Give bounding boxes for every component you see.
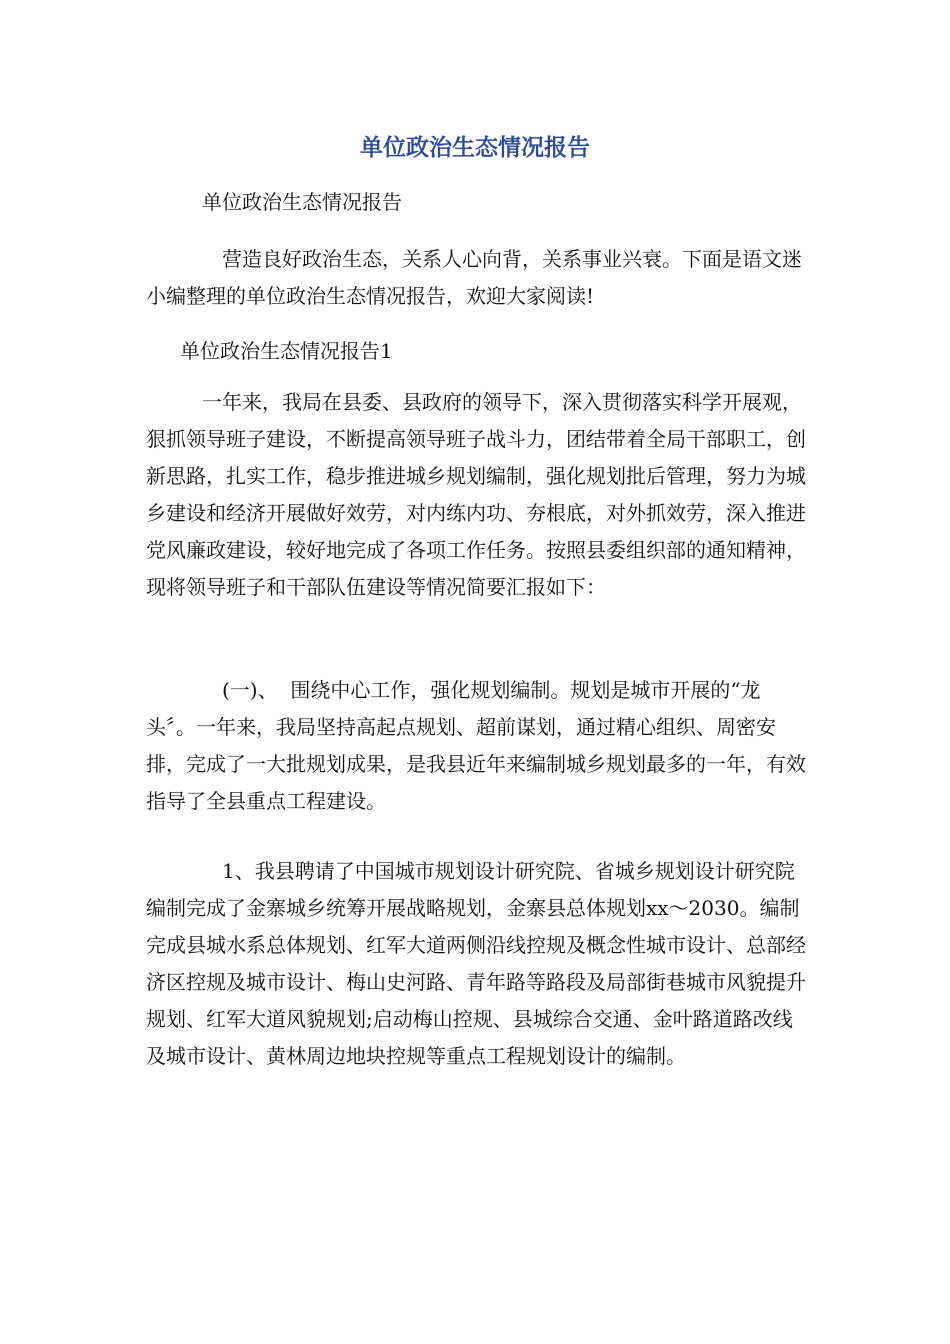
intro-paragraph-text: 营造良好政治生态，关系人心向背，关系事业兴衰。下面是语文迷小编整理的单位政治生态情况报告，欢迎大家阅读! [146, 247, 802, 308]
section-one-text: (一)、 围绕中心工作，强化规划编制。规划是城市开展的“龙头〞。一年来，我局坚持高起点规划、超前谋划，通过精心组织、周密安排，完成了一大批规划成果，是我县近年来编制城乡规划最多的一年，有效指导了全县重点工程建设。 [146, 678, 806, 813]
section-heading [146, 333, 810, 370]
item-one-paragraph [146, 853, 810, 1075]
document-subtitle [146, 184, 810, 221]
item-one-text: 1、我县聘请了中国城市规划设计研究院、省城乡规划设计研究院编制完成了金寨城乡统筹开展战略规划，金寨县总体规划xx～2030。编制完成县城水系总体规划、红军大道两侧沿线控规及概念性城市设计、总部经济区控规及城市设计、梅山史河路、青年路等路段及局部街巷城市风貌提升规划、红军大道风貌规划;启动梅山控规、县城综合交通、金叶路道路改线及城市设计、黄林周边地块控规等重点工程规划设计的编制。 [146, 859, 806, 1068]
intro-paragraph [146, 241, 810, 315]
document-title: 单位政治生态情况报告 [360, 135, 590, 161]
section-one-paragraph [146, 672, 810, 820]
body-paragraph-text: 一年来，我局在县委、县政府的领导下，深入贯彻落实科学开展观，狠抓领导班子建设，不断提高领导班子战斗力，团结带着全局干部职工，创新思路，扎实工作，稳步推进城乡规划编制，强化规划批后管理，努力为城乡建设和经济开展做好效劳，对内练内功、夯根底，对外抓效劳，深入推进党风廉政建设，较好地完成了各项工作任务。按照县委组织部的通知精神，现将领导班子和干部队伍建设等情况简要汇报如下： [146, 390, 806, 599]
section-heading-text: 单位政治生态情况报告1 [180, 339, 393, 363]
body-paragraph [146, 384, 810, 606]
document-subtitle-text: 单位政治生态情况报告 [202, 190, 402, 214]
